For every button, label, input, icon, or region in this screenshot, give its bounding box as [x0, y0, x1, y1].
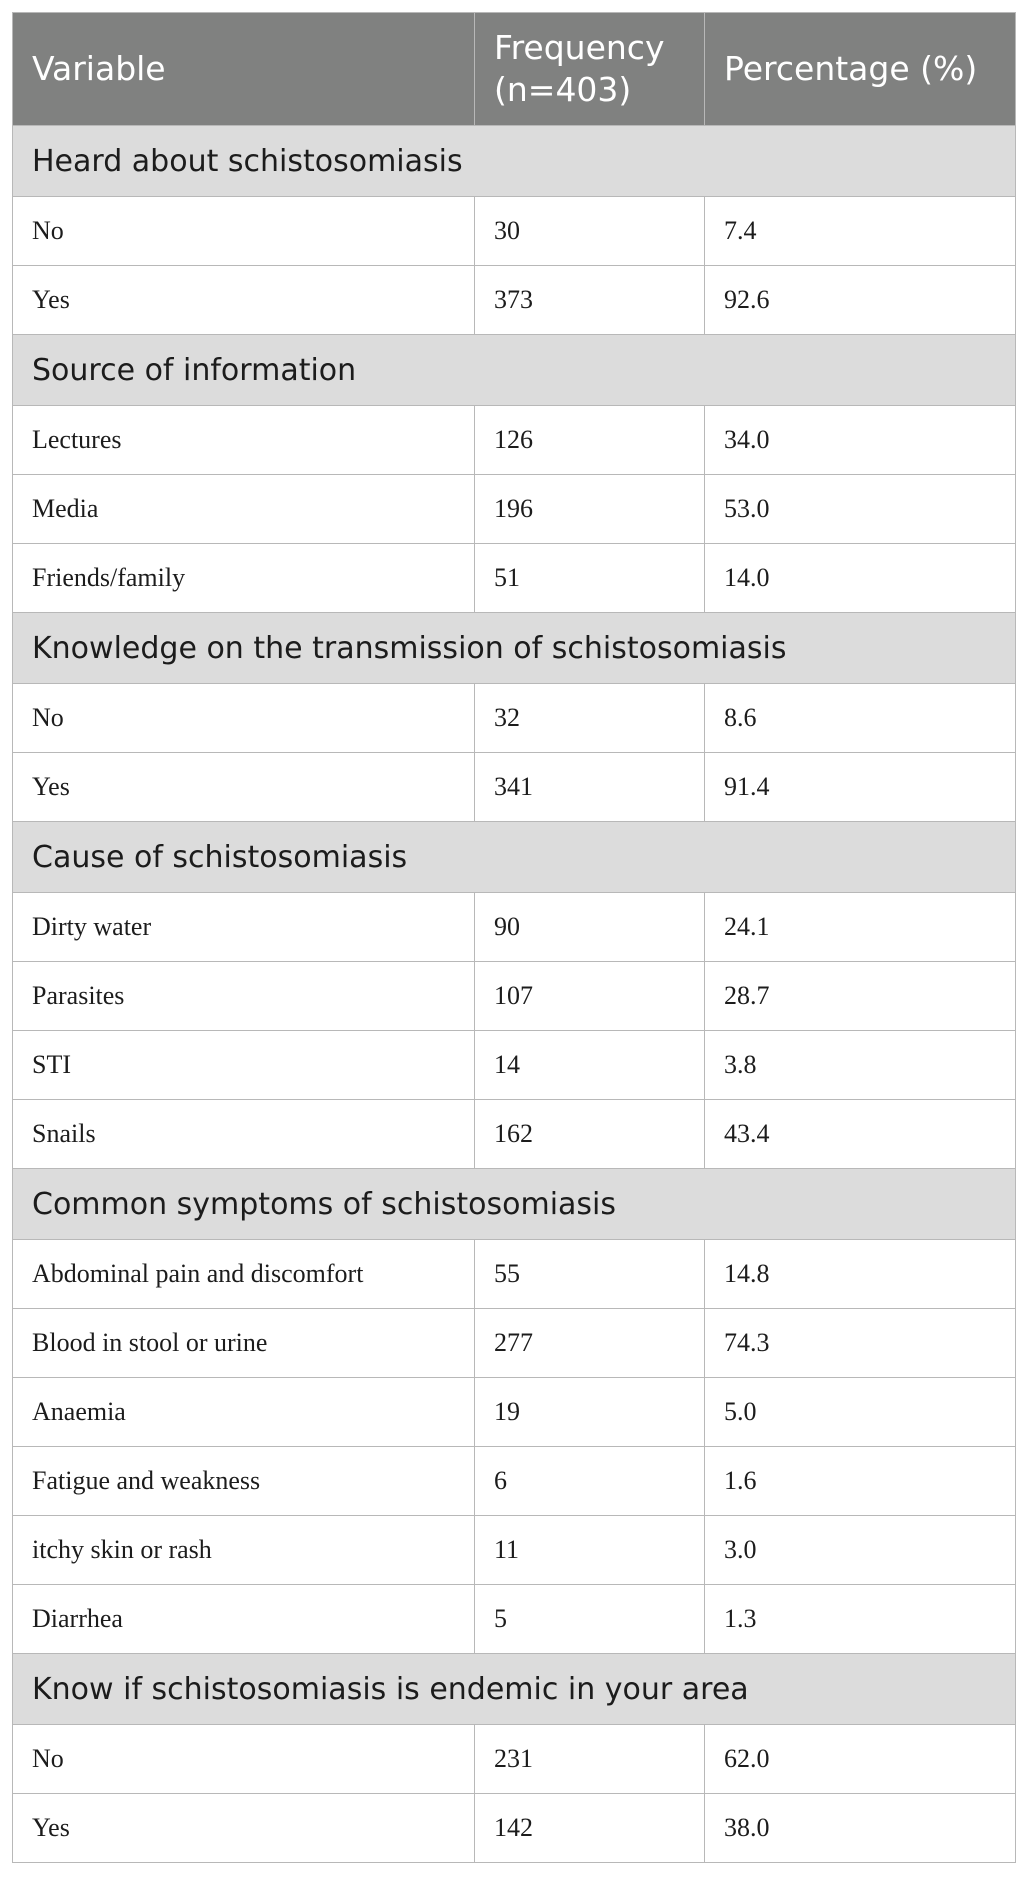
percentage-cell: 43.4 — [705, 1100, 1016, 1169]
frequency-cell: 142 — [475, 1794, 705, 1863]
table-body — [13, 126, 1016, 1863]
frequency-cell: 107 — [475, 962, 705, 1031]
frequency-cell: 277 — [475, 1309, 705, 1378]
table-row — [13, 753, 1016, 822]
variable-cell: Fatigue and weakness — [13, 1447, 475, 1516]
frequency-cell: 32 — [475, 684, 705, 753]
frequency-cell: 19 — [475, 1378, 705, 1447]
percentage-cell: 8.6 — [705, 684, 1016, 753]
table-row — [13, 197, 1016, 266]
percentage-cell: 3.0 — [705, 1516, 1016, 1585]
section-header-row — [13, 1169, 1016, 1240]
variable-cell: No — [13, 684, 475, 753]
table-row — [13, 266, 1016, 335]
percentage-cell: 24.1 — [705, 893, 1016, 962]
table-row — [13, 893, 1016, 962]
section-title: Know if schistosomiasis is endemic in your area — [13, 1654, 1016, 1725]
section-header-row — [13, 126, 1016, 197]
knowledge-table — [12, 12, 1016, 1863]
variable-cell: Yes — [13, 1794, 475, 1863]
section-header-row — [13, 1654, 1016, 1725]
variable-cell: Snails — [13, 1100, 475, 1169]
percentage-cell: 62.0 — [705, 1725, 1016, 1794]
table-row — [13, 544, 1016, 613]
table-row — [13, 1447, 1016, 1516]
table-row — [13, 475, 1016, 544]
percentage-cell: 28.7 — [705, 962, 1016, 1031]
table-container — [12, 12, 1015, 1863]
variable-cell: Parasites — [13, 962, 475, 1031]
percentage-cell: 1.6 — [705, 1447, 1016, 1516]
frequency-cell: 231 — [475, 1725, 705, 1794]
frequency-cell: 126 — [475, 406, 705, 475]
frequency-cell: 196 — [475, 475, 705, 544]
percentage-cell: 92.6 — [705, 266, 1016, 335]
frequency-cell: 90 — [475, 893, 705, 962]
percentage-cell: 74.3 — [705, 1309, 1016, 1378]
table-row — [13, 1516, 1016, 1585]
frequency-cell: 373 — [475, 266, 705, 335]
variable-cell: Abdominal pain and discomfort — [13, 1240, 475, 1309]
frequency-cell: 11 — [475, 1516, 705, 1585]
table-row — [13, 1378, 1016, 1447]
frequency-cell: 14 — [475, 1031, 705, 1100]
variable-cell: No — [13, 197, 475, 266]
table-row — [13, 1794, 1016, 1863]
variable-cell: STI — [13, 1031, 475, 1100]
section-header-row — [13, 335, 1016, 406]
percentage-cell: 14.8 — [705, 1240, 1016, 1309]
frequency-cell: 30 — [475, 197, 705, 266]
percentage-cell: 5.0 — [705, 1378, 1016, 1447]
percentage-cell: 3.8 — [705, 1031, 1016, 1100]
header-percentage: Percentage (%) — [705, 13, 1016, 126]
header-frequency-line1: Frequency — [494, 28, 665, 67]
header-frequency-line2: (n=403) — [494, 70, 632, 109]
variable-cell: Friends/family — [13, 544, 475, 613]
variable-cell: Blood in stool or urine — [13, 1309, 475, 1378]
table-row — [13, 406, 1016, 475]
variable-cell: Lectures — [13, 406, 475, 475]
frequency-cell: 162 — [475, 1100, 705, 1169]
table-header — [13, 13, 1016, 126]
percentage-cell: 7.4 — [705, 197, 1016, 266]
frequency-cell: 5 — [475, 1585, 705, 1654]
percentage-cell: 53.0 — [705, 475, 1016, 544]
percentage-cell: 14.0 — [705, 544, 1016, 613]
table-row — [13, 962, 1016, 1031]
table-row — [13, 684, 1016, 753]
frequency-cell: 6 — [475, 1447, 705, 1516]
percentage-cell: 34.0 — [705, 406, 1016, 475]
table-row — [13, 1725, 1016, 1794]
variable-cell: Anaemia — [13, 1378, 475, 1447]
table-row — [13, 1240, 1016, 1309]
frequency-cell: 341 — [475, 753, 705, 822]
section-header-row — [13, 613, 1016, 684]
section-title: Knowledge on the transmission of schistosomiasis — [13, 613, 1016, 684]
variable-cell: Media — [13, 475, 475, 544]
table-row — [13, 1031, 1016, 1100]
variable-cell: Yes — [13, 266, 475, 335]
header-variable: Variable — [13, 13, 475, 126]
section-title: Cause of schistosomiasis — [13, 822, 1016, 893]
variable-cell: Yes — [13, 753, 475, 822]
table-row — [13, 1309, 1016, 1378]
section-header-row — [13, 822, 1016, 893]
variable-cell: No — [13, 1725, 475, 1794]
variable-cell: Dirty water — [13, 893, 475, 962]
header-frequency — [475, 13, 705, 126]
percentage-cell: 91.4 — [705, 753, 1016, 822]
section-title: Heard about schistosomiasis — [13, 126, 1016, 197]
frequency-cell: 51 — [475, 544, 705, 613]
section-title: Common symptoms of schistosomiasis — [13, 1169, 1016, 1240]
section-title: Source of information — [13, 335, 1016, 406]
table-row — [13, 1100, 1016, 1169]
header-row — [13, 13, 1016, 126]
variable-cell: Diarrhea — [13, 1585, 475, 1654]
frequency-cell: 55 — [475, 1240, 705, 1309]
variable-cell: itchy skin or rash — [13, 1516, 475, 1585]
table-row — [13, 1585, 1016, 1654]
percentage-cell: 1.3 — [705, 1585, 1016, 1654]
percentage-cell: 38.0 — [705, 1794, 1016, 1863]
